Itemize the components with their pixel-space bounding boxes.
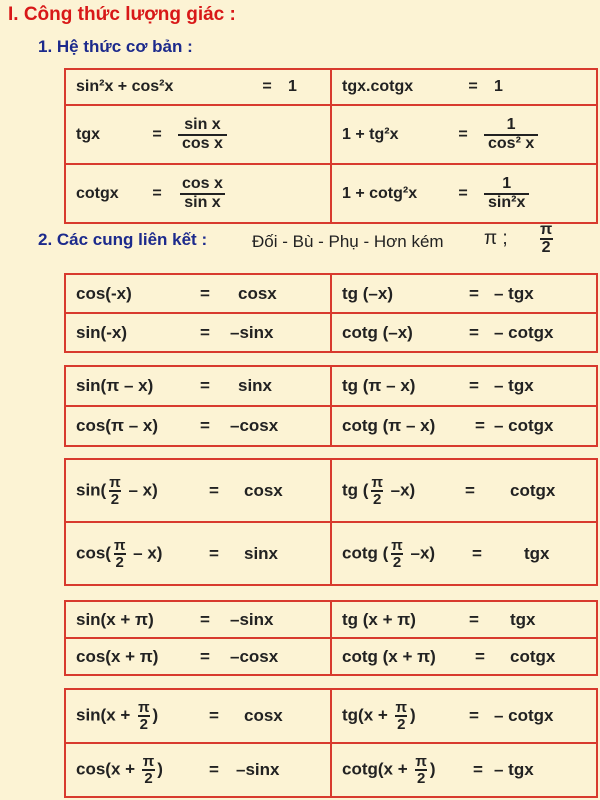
table-differ-by-half-pi xyxy=(64,688,598,798)
formula-cell: sin(x + π) = –sinx xyxy=(65,601,331,638)
formula-cell: cotg(x + $\frac{\pi}{2}$ ) = – tgx xyxy=(331,743,597,797)
identity-cell: tgx = $\frac{\text{sin x}}{\text{cos x}}$ xyxy=(65,105,331,164)
pi-over-two: $\frac{\pi}{2}$ xyxy=(540,221,553,256)
fraction: $\frac{1}{\text{cos² x}}$ xyxy=(484,117,538,153)
table-opposite-angles xyxy=(64,273,598,353)
formula-cell: cotg (π – x) = – cotgx xyxy=(331,406,597,446)
formula-cell: tg (π – x) = – tgx xyxy=(331,366,597,406)
table-differ-by-pi xyxy=(64,600,598,676)
related-angles-types: Đối - Bù - Phụ - Hơn kém xyxy=(252,232,444,251)
formula-cell: cotg (–x) = – cotgx xyxy=(331,313,597,352)
fraction: $\frac{\text{cos x}}{\text{sin x}}$ xyxy=(182,174,223,211)
formula-cell: tg (x + π) = tgx xyxy=(331,601,597,638)
formula-cell: cotg (x + π) = cotgx xyxy=(331,638,597,675)
pi-symbol: π ; xyxy=(484,228,508,249)
formula-cell: cos(-x) = cosx xyxy=(65,274,331,313)
formula-cell: sin(-x) = –sinx xyxy=(65,313,331,352)
main-heading: I. Công thức lượng giác : xyxy=(8,4,236,25)
formula-cell: sin( $\frac{\pi}{2}$ – x) = cosx xyxy=(65,459,331,522)
section-heading-basic: 1. Hệ thức cơ bản : xyxy=(38,37,193,56)
basic-identities-table xyxy=(64,68,598,224)
identity-cell: tgx.cotgx = 1 xyxy=(331,69,597,105)
formula-cell: sin(π – x) = sinx xyxy=(65,366,331,406)
formula-cell: cos(π – x) = –cosx xyxy=(65,406,331,446)
fraction: $\frac{1}{\text{sin²x}}$ xyxy=(484,176,529,212)
formula-cell: tg (–x) = – tgx xyxy=(331,274,597,313)
identity-cell: cotgx = $\frac{\text{cos x}}{\text{sin x}}$ xyxy=(65,164,331,223)
formula-cell: cos(x + π) = –cosx xyxy=(65,638,331,675)
identity-cell: 1 + cotg²x = $\frac{1}{\text{sin²x}}$ xyxy=(331,164,597,223)
formula-cell: tg ( $\frac{\pi}{2}$ –x) = cotgx xyxy=(331,459,597,522)
identity-cell: sin²x + cos²x = 1 xyxy=(65,69,331,105)
formula-cell: sin(x + $\frac{\pi}{2}$ ) = cosx xyxy=(65,689,331,743)
formula-cell: cotg ( $\frac{\pi}{2}$ –x) = tgx xyxy=(331,522,597,585)
section-heading-related-angles: 2. Các cung liên kết : xyxy=(38,230,208,249)
table-supplementary-angles xyxy=(64,365,598,447)
formula-cell: cos( $\frac{\pi}{2}$ – x) = sinx xyxy=(65,522,331,585)
fraction: $\frac{\text{sin x}}{\text{cos x}}$ xyxy=(178,117,227,153)
identity-cell: 1 + tg²x = $\frac{1}{\text{cos² x}}$ xyxy=(331,105,597,164)
formula-cell: tg(x + $\frac{\pi}{2}$ ) = – cotgx xyxy=(331,689,597,743)
formula-cell: cos(x + $\frac{\pi}{2}$ ) = –sinx xyxy=(65,743,331,797)
table-complementary-angles xyxy=(64,458,598,586)
